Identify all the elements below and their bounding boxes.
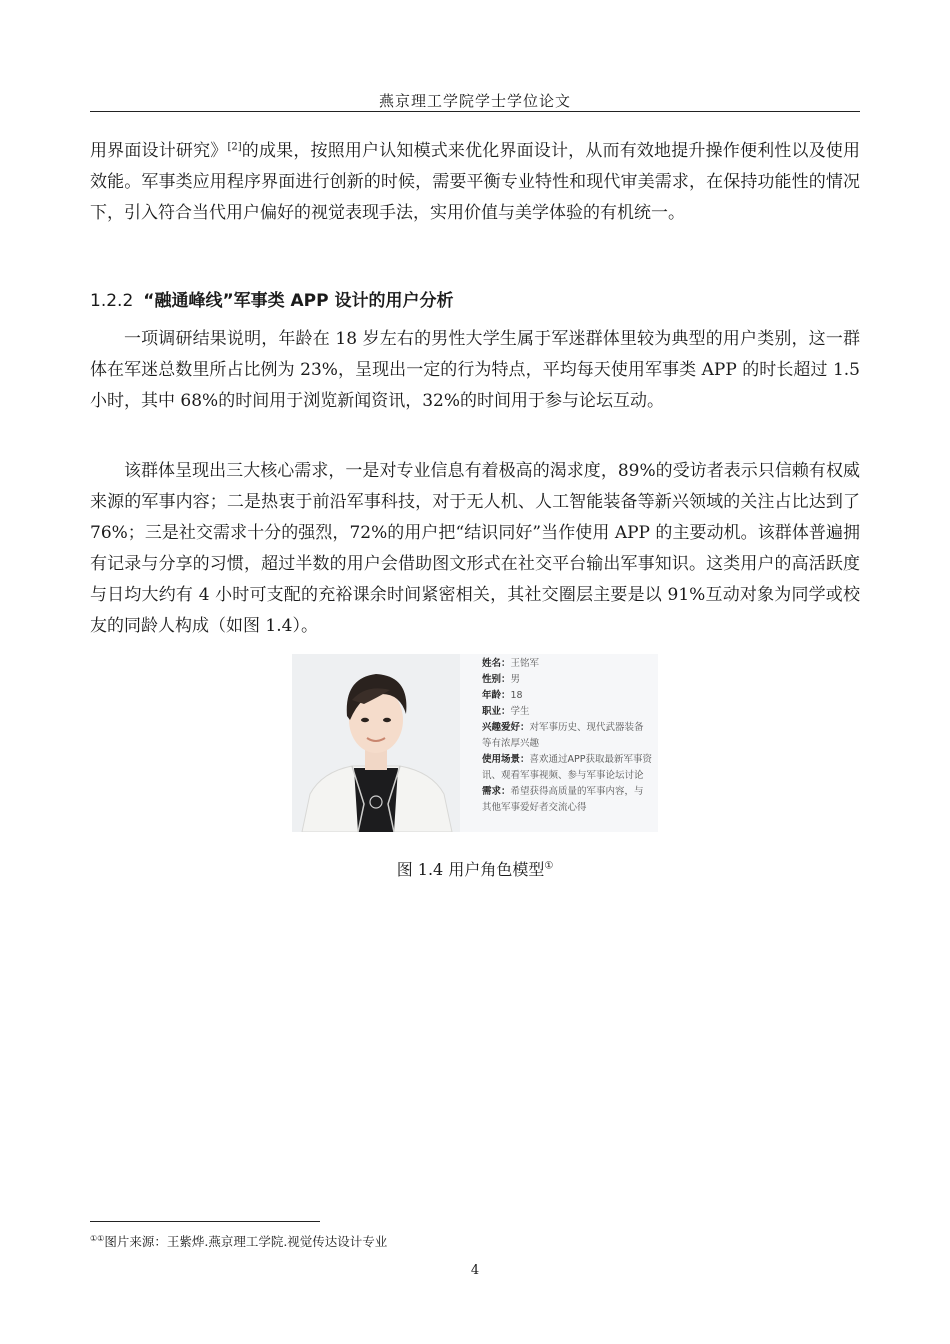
label: 职业：	[482, 706, 511, 717]
persona-gender-row	[482, 672, 658, 688]
caption-text: 图 1.4 用户角色模型	[396, 860, 545, 879]
paragraph-1	[90, 136, 860, 229]
persona-age-row	[482, 688, 658, 704]
label: 年龄：	[482, 690, 511, 701]
value: 喜欢通过APP获取最新军事资讯、观看军事视频、参与军事论坛讨论	[482, 754, 652, 781]
value: 希望获得高质量的军事内容，与其他军事爱好者交流心得	[482, 786, 644, 813]
footnote-rule	[90, 1221, 320, 1222]
citation-ref: [2]	[227, 141, 242, 153]
persona-need-row	[482, 784, 652, 816]
footnote-text: 图片来源：王紫烨.燕京理工学院.视觉传达设计专业	[104, 1234, 388, 1249]
user-persona-figure	[292, 654, 658, 832]
label: 姓名：	[482, 658, 511, 669]
persona-portrait-illustration	[292, 654, 460, 832]
value: 对军事历史、现代武器装备等有浓厚兴趣	[482, 722, 644, 749]
footnote	[90, 1232, 387, 1250]
persona-name-row	[482, 656, 658, 672]
label: 需求：	[482, 786, 511, 797]
value: 男	[510, 674, 521, 685]
page-number: 4	[470, 1263, 480, 1278]
label: 使用场景：	[482, 754, 530, 765]
label: 兴趣爱好：	[482, 722, 530, 733]
label: 性别：	[482, 674, 511, 685]
paragraph-3: 该群体呈现出三大核心需求，一是对专业信息有着极高的渴求度，89%的受访者表示只信赖有权威来源的军事内容；二是热衷于前沿军事科技，对于无人机、人工智能装备等新兴领域的关注占比达到了 76%；三是社交需求十分的强烈，72%的用户把“结识同好”当作使用 APP 的主要动机。该群体普遍拥有记录与分享的习惯，超过半数的用户会借助图文形式在社交平台输出军事知识。这类用户的高活跃度与日均大约有 4 小时可支配的充裕课余时间紧密相关，其社交圈层主要是以 91%互动对象为同学或校友的同龄人构成（如图 1.4）。	[90, 461, 860, 636]
persona-scene-row	[482, 752, 652, 784]
persona-photo	[292, 654, 460, 832]
value: 王铭军	[510, 658, 540, 669]
paragraph-2: 一项调研结果说明，年龄在 18 岁左右的男性大学生属于军迷群体里较为典型的用户类别，这一群体在军迷总数里所占比例为 23%，呈现出一定的行为特点，平均每天使用军事类 APP 的时长超过 1.5 小时，其中 68%的时间用于浏览新闻资讯，32%的时间用于参与论坛互动。	[90, 329, 860, 411]
value: 学生	[510, 706, 530, 717]
figure-caption	[90, 857, 860, 880]
caption-footnote-mark: ①	[544, 860, 554, 872]
section-number: 1.2.2	[90, 291, 134, 311]
running-header: 燕京理工学院学士学位论文	[378, 92, 571, 110]
paragraph-1-text-a: 用界面设计研究》	[90, 141, 228, 161]
persona-profile-card	[460, 654, 658, 832]
footnote-mark: ①①	[90, 1233, 105, 1243]
section-heading	[90, 286, 860, 311]
value: 18	[510, 690, 523, 701]
persona-job-row	[482, 704, 658, 720]
paragraph-1-text-b: 的成果，按照用户认知模式来优化界面设计，从而有效地提升操作便利性以及使用效能。军事类应用程序界面进行创新的时候，需要平衡专业特性和现代审美需求，在保持功能性的情况下，引入符合当代用户偏好的视觉表现手法，实用价值与美学体验的有机统一。	[90, 141, 861, 223]
section-title: “融通峰线”军事类 APP 设计的用户分析	[143, 291, 454, 311]
header-rule	[90, 111, 860, 112]
persona-hobby-row	[482, 720, 652, 752]
